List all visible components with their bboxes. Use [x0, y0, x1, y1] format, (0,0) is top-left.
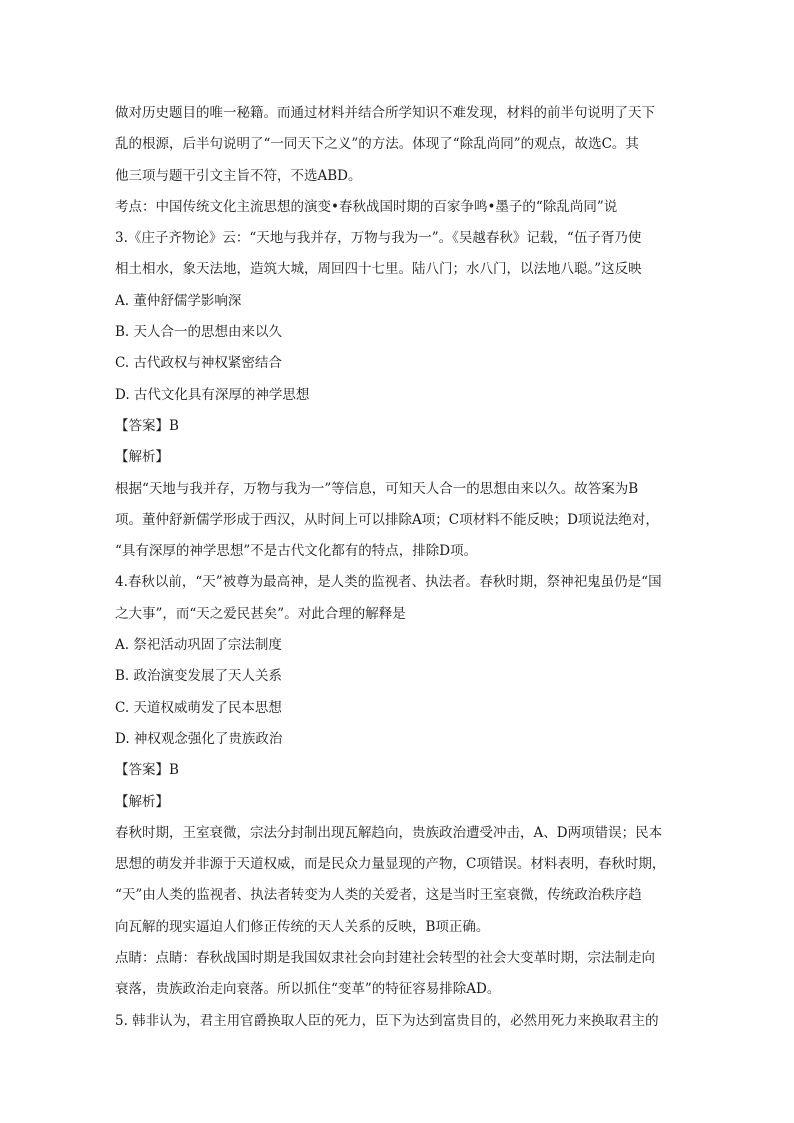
analysis-text: 项。董仲舒新儒学形成于西汉，从时间上可以排除A项；C项材料不能反映；D项说法绝对，: [115, 511, 659, 528]
question-5-stem: 5. 韩非认为，君主用官爵换取人臣的死力，臣下为达到富贵目的，必然用死力来换取君主的: [115, 1012, 659, 1029]
answer-label: 【答案】B: [115, 417, 179, 434]
analysis-text: “具有深厚的神学思想”不是古代文化都有的特点，排除D项。: [115, 543, 478, 560]
analysis-text: 思想的萌发并非源于天道权威，而是民众力量显现的产物，C项错误。材料表明，春秋时期，: [115, 856, 666, 873]
analysis-text: 根据“天地与我并存，万物与我为一”等信息，可知天人合一的思想由来以久。故答案为B: [115, 480, 639, 497]
tip-text: 衰落，贵族政治走向衰落。所以抓住“变革”的特征容易排除AD。: [115, 981, 501, 998]
option-c: C. 古代政权与神权紧密结合: [115, 355, 282, 372]
text-line: 乱的根源，后半句说明了“一同天下之义”的方法。体现了“除乱尚同”的观点，故选C。其: [115, 136, 639, 153]
answer-label: 【答案】B: [115, 762, 179, 779]
analysis-text: 春秋时期，王室衰微，宗法分封制出现瓦解趋向，贵族政治遭受冲击，A、D两项错误；民本: [115, 824, 663, 841]
key-point-line: 考点：中国传统文化主流思想的演变•春秋战国时期的百家争鸣•墨子的“除乱尚同”说: [115, 198, 618, 215]
option-b: B. 天人合一的思想由来以久: [115, 324, 283, 341]
option-d: D. 神权观念强化了贵族政治: [115, 730, 283, 747]
document-body: [115, 98, 685, 1037]
question-3-stem: 相土相水，象天法地，造筑大城，周回四十七里。陆八门；水八门，以法地八聪。”这反映: [115, 261, 642, 278]
text-line: 做对历史题目的唯一秘籍。而通过材料并结合所学知识不难发现，材料的前半句说明了天下: [115, 105, 655, 121]
analysis-label: 【解析】: [115, 793, 169, 810]
analysis-text: 向瓦解的现实逼迫人们修正传统的天人关系的反映，B项正确。: [115, 918, 490, 935]
option-d: D. 古代文化具有深厚的神学思想: [115, 386, 310, 403]
option-c: C. 天道权威萌发了民本思想: [115, 699, 282, 716]
option-a: A. 祭祀活动巩固了宗法制度: [115, 637, 282, 654]
analysis-label: 【解析】: [115, 449, 169, 466]
text-line: 他三项与题干引文主旨不符，不选ABD。: [115, 167, 362, 184]
tip-text: 点睛：点睛：春秋战国时期是我国奴隶社会向封建社会转型的社会大变革时期，宗法制走向: [115, 950, 655, 967]
question-4-stem: 4.春秋以前，“天”被尊为最高神，是人类的监视者、执法者。春秋时期，祭神祀鬼虽仍是“国: [115, 574, 662, 591]
option-a: A. 董仲舒儒学影响深: [115, 292, 242, 309]
analysis-text: “天”由人类的监视者、执法者转变为人类的关爱者，这是当时王室衰微，传统政治秩序趋: [115, 887, 642, 904]
question-4-stem: 之大事”，而“天之爱民甚矣”。对此合理的解释是: [115, 605, 406, 622]
option-b: B. 政治演变发展了天人关系: [115, 668, 283, 685]
question-3-stem: 3.《庄子齐物论》云：“天地与我并存，万物与我为一”。《吴越春秋》记载，“伍子胥乃使: [115, 230, 642, 247]
